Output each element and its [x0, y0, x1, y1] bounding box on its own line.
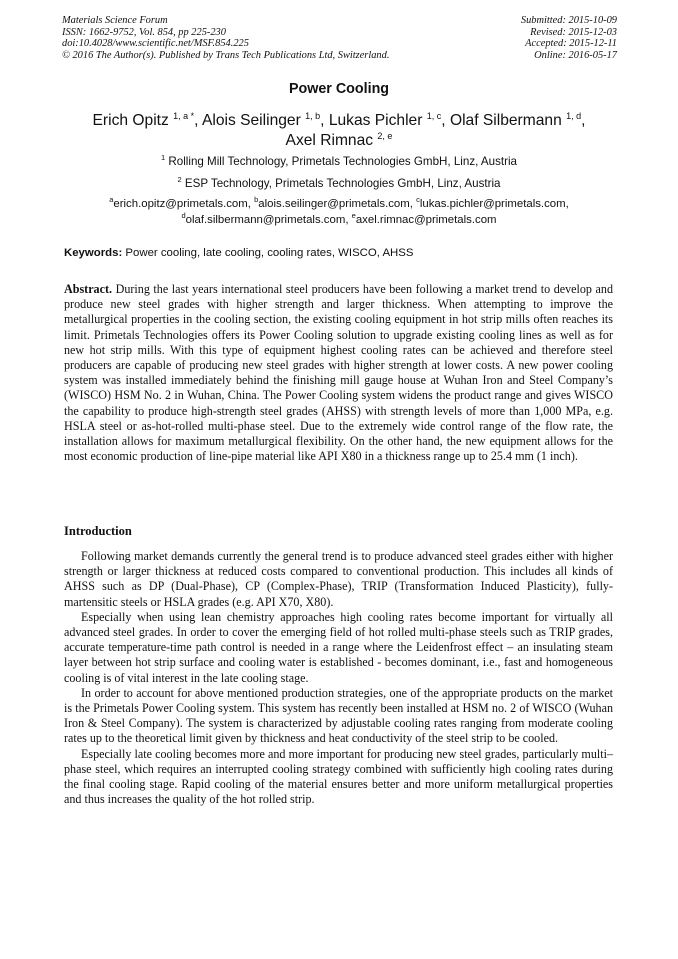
introduction-body — [64, 549, 613, 807]
paragraph: Following market demands currently the general trend is to produce advanced steel grades either with higher strength or larger thickness at reduced costs compared to conventional production. This includes all kinds of AHSS such as DP (Dual-Phase), CP (Complex-Phase), TRIP (Transformation Induced Plasticity), fully-martensitic steels or HSLA grades (e.g. API X70, X80). — [64, 549, 613, 609]
doi-line[interactable]: doi:10.4028/www.scientific.net/MSF.854.225 — [62, 38, 249, 49]
abstract — [64, 282, 613, 464]
affiliation-1: $^1$ Rolling Mill Technology, Primetals Technologies GmbH, Linz, Austria — [160, 153, 518, 168]
author: Olaf Silbermann $^{1, d}$, — [449, 110, 586, 129]
keywords-label: Keywords: — [64, 247, 123, 259]
submitted-date: Submitted: 2015-10-09 — [520, 15, 617, 26]
email[interactable]: $^d$olaf.silbermann@primetals.com — [181, 210, 346, 226]
accepted-date: Accepted: 2015-12-11 — [525, 38, 617, 49]
paragraph: Especially when using lean chemistry approaches high cooling rates become important for virtually all advanced steel grades. In order to cover the emerging field of hot rolled multi-phase steels such as TRIP grades, accurate temperature-time path control is needed in a range where the Leidenfrost effect – an insulating steam layer between hot strip surface and cooling water is established - becomes dominant, i.e., fast and homogeneous cooling is of vital interest in the late cooling stage. — [64, 609, 613, 685]
email[interactable]: $^c$lukas.pichler@primetals.com — [416, 195, 566, 210]
email[interactable]: $^b$alois.seilinger@primetals.com — [254, 195, 410, 210]
keywords — [64, 247, 413, 259]
paper-title: Power Cooling — [288, 81, 390, 97]
paragraph: Especially late cooling becomes more and more important for producing new steel grades, particularly multi–phase steel, which requires an interrupted cooling strategy combined with sufficiently high cooling rates during the final cooling stage. Rapid cooling of the material ensures better and more uniform metallurgical properties and thus increases the quality of the hot rolled strip. — [64, 746, 613, 807]
journal-name: Materials Science Forum — [62, 15, 168, 26]
section-heading-introduction: Introduction — [64, 524, 132, 538]
publication-dates — [521, 15, 617, 61]
email[interactable]: $^e$axel.rimnac@primetals.com — [351, 210, 497, 226]
revised-date: Revised: 2015-12-03 — [530, 26, 617, 38]
online-date: Online: 2016-05-17 — [534, 49, 617, 61]
author-list — [0, 111, 678, 151]
copyright-line: © 2016 The Author(s). Published by Trans Tech Publications Ltd, Switzerland. — [62, 49, 390, 61]
issn-line: ISSN: 1662-9752, Vol. 854, pp 225-230 — [62, 26, 226, 38]
publication-info — [62, 15, 389, 61]
author: Alois Seilinger $^{1, b}$, — [201, 110, 329, 129]
affiliation-2: $^2$ ESP Technology, Primetals Technologies GmbH, Linz, Austria — [177, 175, 501, 190]
keywords-text: Power cooling, late cooling, cooling rates, WISCO, AHSS — [125, 247, 414, 259]
author: Lukas Pichler $^{1, c}$, — [328, 110, 450, 129]
abstract-label: Abstract. — [64, 282, 113, 296]
abstract-text: During the last years international steel producers have been following a market trend to develop and produce new steel grades with higher strength and larger thickness. When attempting to improve the metallurgical properties in the cooling section, the existing cooling equipment in hot strip mills often reaches its limit. Primetals Technologies offers its Power Cooling solution to upgrade existing cooling lines as well as for new hot strip mills. With this type of equipment highest cooling rates can be achieved and therefore steel producers are capable of producing new steel grades with higher strength at lower costs. A new power cooling system was installed immediately behind the finishing mill gauge house at Wuhan Iron and Steel Company’s (WISCO) HSM No. 2 in Wuhan, China. The Power Cooling system widens the product range and gives WISCO the capability to produce high-strength steel grades (AHSS) with strength levels of more than 1,000 MPa, e.g. HSLA steel or as-hot-rolled multi-phase steel. Due to the extremely wide control range of the flow rate, the installation allows for maximum metallurgical flexibility. On the other hand, the new equipment allows for the most economic production of line-pipe material like API X80 in a thickness range up to 25.4 mm (1 inch). — [64, 282, 614, 464]
author: Axel Rimnac $^{2, e}$ — [285, 130, 393, 149]
author: Erich Opitz $^{1, a *}$, — [92, 110, 202, 129]
email[interactable]: $^a$erich.opitz@primetals.com — [109, 195, 248, 210]
paragraph: In order to account for above mentioned production strategies, one of the appropriate products on the market is the Primetals Power Cooling system. This system has recently been installed at HSM no. 2 of WISCO (Wuhan Iron & Steel Company). The system is characterized by adjustable cooling rates ranging from moderate cooling rates up to the theoretical limit given by thickness and heat conductivity of the steel strip to be cooled. — [64, 685, 613, 746]
email-list: $^a$erich.opitz@primetals.com, $^b$alois.seilinger@primetals.com, $^c$lukas.pichler@primetals.com, $^d$olaf.silbermann@primetals.com, $^e$axel.rimnac@primetals.com — [109, 195, 569, 226]
